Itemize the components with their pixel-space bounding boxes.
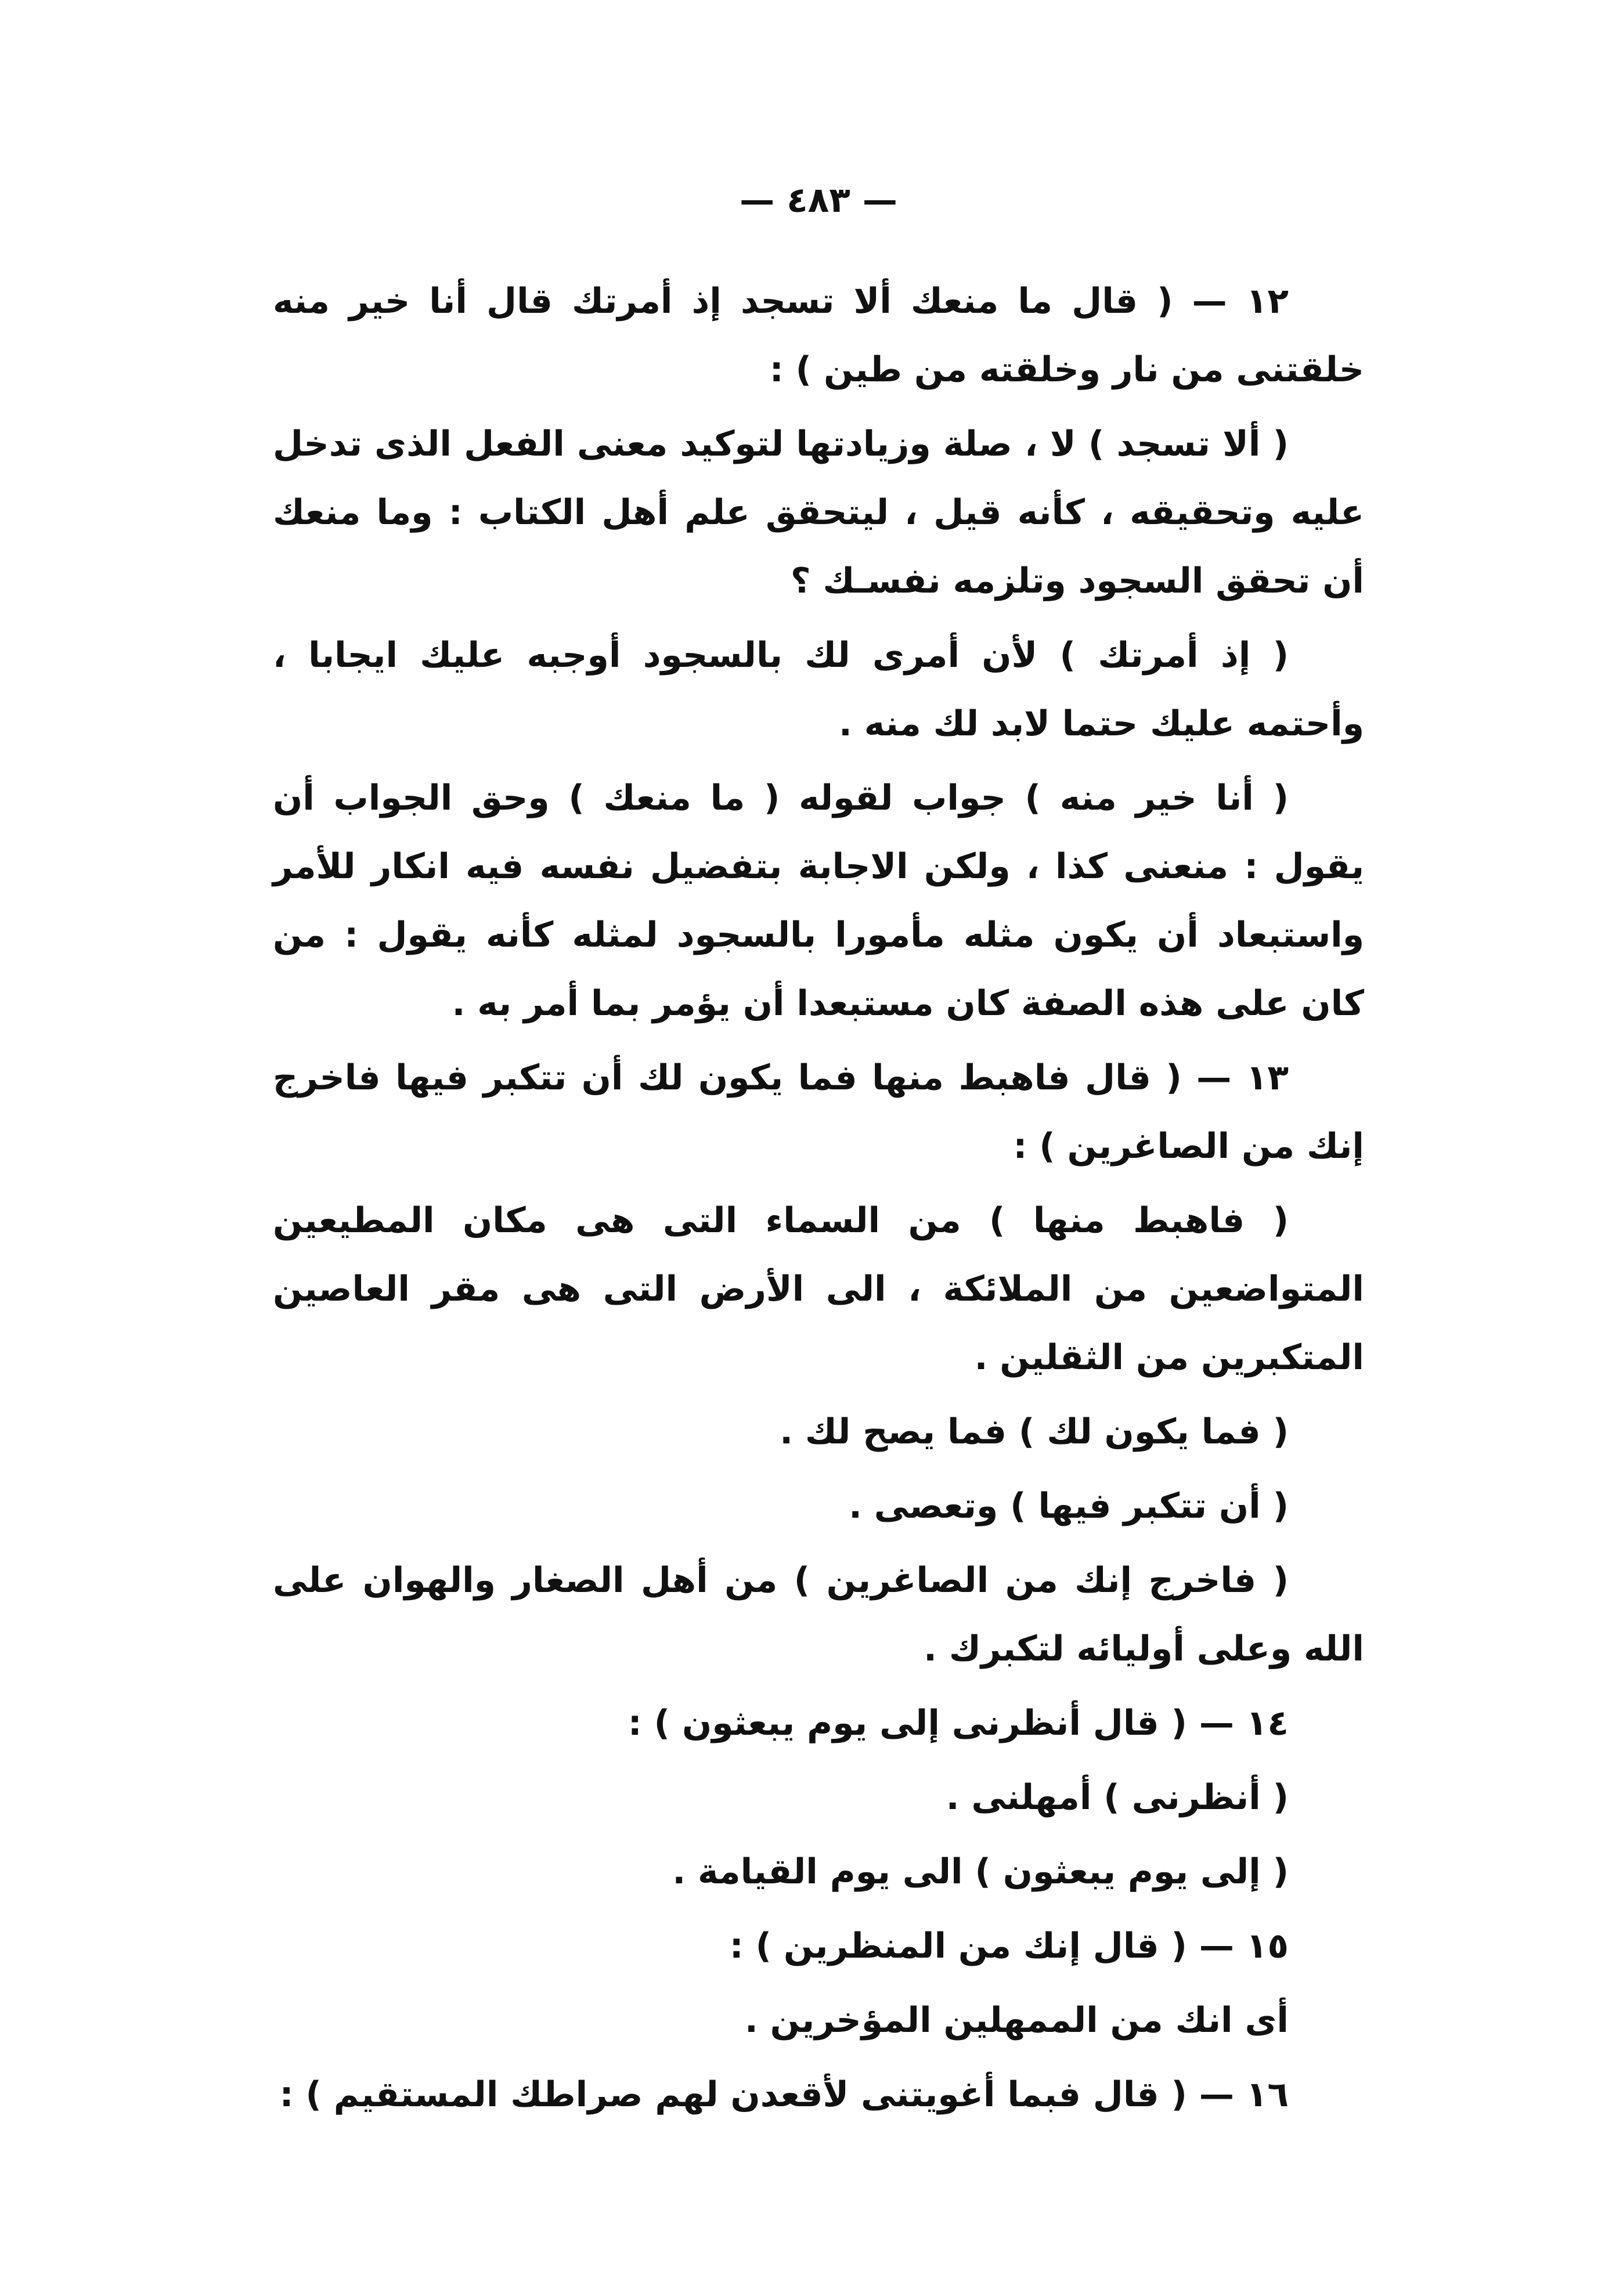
commentary-paragraph: ( فاخرج إنك من الصاغرين ) من أهل الصغار والهوان على الله وعلى أوليائه لتكبرك . (273, 1560, 1364, 1669)
verse-15-heading: ١٥ — ( قال إنك من المنظرين ) : (729, 1926, 1289, 1966)
verse-12-heading: ١٢ — ( قال ما منعك ألا تسجد إذ أمرتك قال أنا خير منه خلقتنى من نار وخلقته من طين ) : (273, 281, 1364, 390)
document-page (273, 174, 1364, 2205)
verse-14-heading: ١٤ — ( قال أنظرنى إلى يوم يبعثون ) : (628, 1703, 1289, 1743)
commentary-paragraph: ( فاهبط منها ) من السماء التى هى مكان المطيعين المتواضعين من الملائكة ، الى الأرض التى هى مقر العاصين المتكبرين من الثقلين . (273, 1200, 1364, 1378)
commentary-paragraph: ( ألا تسجد ) لا ، صلة وزيادتها لتوكيد معنى الفعل الذى تدخل عليه وتحقيقه ، كأنه قيل ، ليتحقق علم أهل الكتاب : وما منعك أن تحقق السجود وتلزمه نفسـك ؟ (273, 424, 1364, 601)
verse-13-heading: ١٣ — ( قال فاهبط منها فما يكون لك أن تتكبر فيها فاخرج إنك من الصاغرين ) : (273, 1057, 1364, 1167)
commentary-line: ( أن تتكبر فيها ) وتعصى . (849, 1486, 1289, 1526)
commentary-line: ( إلى يوم يبعثون ) الى يوم القيامة . (672, 1851, 1289, 1892)
commentary-line: ( فما يكون لك ) فما يصح لك . (780, 1411, 1289, 1452)
commentary-line: ( أنظرنى ) أمهلنى . (946, 1777, 1289, 1818)
commentary-paragraph: ( إذ أمرتك ) لأن أمرى لك بالسجود أوجبه عليك ايجابا ، وأحتمه عليك حتما لابد لك منه . (273, 635, 1364, 744)
commentary-paragraph: ( أنا خير منه ) جواب لقوله ( ما منعك ) وحق الجواب أن يقول : منعنى كذا ، ولكن الاجابة بتفضيل نفسه فيه انكار للأمر واستبعاد أن يكون مثله مأمورا بالسجود لمثله كأنه يقول : من كان على هذه الصفة كان مستبعدا أن يؤمر بما أمر به . (273, 778, 1364, 1024)
page-number: — ٤٨٣ — (740, 180, 897, 221)
verse-16-heading: ١٦ — ( قال فبما أغويتنى لأقعدن لهم صراطك المستقيم ) : (279, 2074, 1289, 2115)
commentary-line: أى انك من الممهلين المؤخرين . (744, 2000, 1289, 2041)
